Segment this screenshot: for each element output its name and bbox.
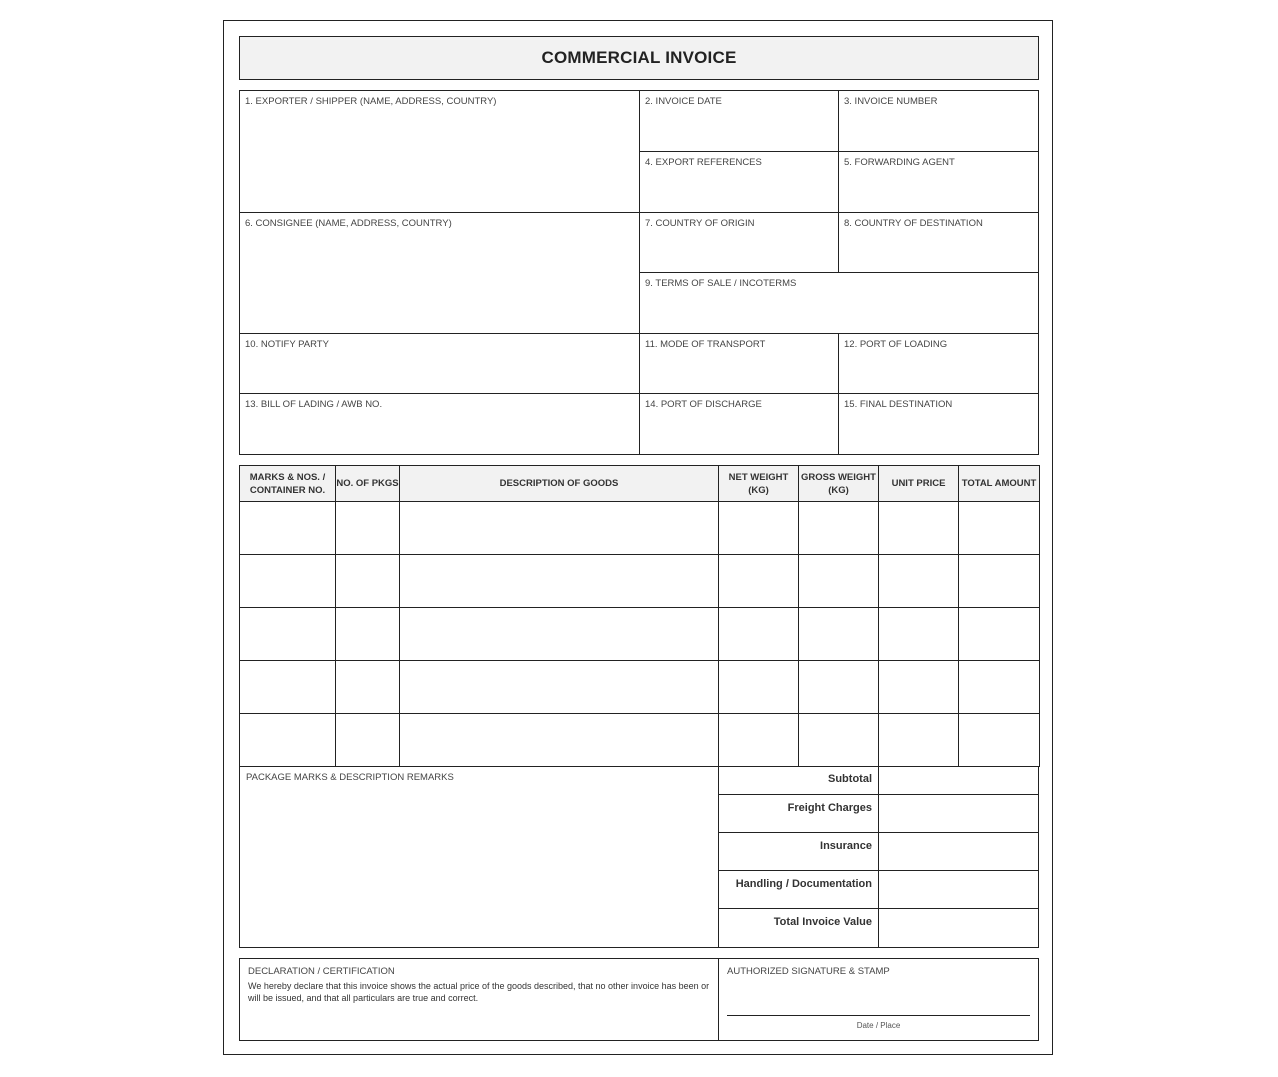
- total-value-label: Total Invoice Value: [719, 909, 879, 947]
- table-row: [240, 502, 1040, 555]
- total-value-row: [719, 909, 1039, 947]
- table-cell[interactable]: [400, 714, 719, 767]
- port-of-discharge-field[interactable]: [640, 394, 839, 454]
- table-cell[interactable]: [719, 608, 799, 661]
- exporter-label: 1. EXPORTER / SHIPPER (NAME, ADDRESS, COUNTRY): [245, 96, 497, 107]
- table-cell[interactable]: [799, 714, 879, 767]
- freight-row: [719, 795, 1039, 833]
- table-cell[interactable]: [336, 555, 400, 608]
- table-cell[interactable]: [879, 555, 959, 608]
- table-cell[interactable]: [879, 502, 959, 555]
- mode-of-transport-field[interactable]: [640, 334, 839, 394]
- country-of-origin-field[interactable]: [640, 213, 839, 273]
- table-cell[interactable]: [719, 555, 799, 608]
- table-cell[interactable]: [879, 661, 959, 714]
- col-header-total-amount: TOTAL AMOUNT: [959, 466, 1040, 502]
- col-header-gross-weight: GROSS WEIGHT (KG): [799, 466, 879, 502]
- terms-of-sale-label: 9. TERMS OF SALE / INCOTERMS: [645, 278, 797, 289]
- notify-party-label: 10. NOTIFY PARTY: [245, 339, 329, 350]
- country-of-destination-label: 8. COUNTRY OF DESTINATION: [844, 218, 983, 229]
- export-references-label: 4. EXPORT REFERENCES: [645, 157, 762, 168]
- table-cell[interactable]: [879, 608, 959, 661]
- col-header-net-weight: NET WEIGHT (KG): [719, 466, 799, 502]
- remarks-label: PACKAGE MARKS & DESCRIPTION REMARKS: [246, 772, 454, 783]
- table-cell[interactable]: [959, 714, 1040, 767]
- invoice-date-field[interactable]: [640, 91, 839, 152]
- col-header-unit-price: UNIT PRICE: [879, 466, 959, 502]
- table-cell[interactable]: [336, 608, 400, 661]
- insurance-label: Insurance: [719, 833, 879, 870]
- table-cell[interactable]: [400, 608, 719, 661]
- table-cell[interactable]: [400, 502, 719, 555]
- table-cell[interactable]: [400, 555, 719, 608]
- table-row: [240, 555, 1040, 608]
- signature-line: [727, 1015, 1030, 1016]
- goods-table-header: [240, 466, 1040, 502]
- table-cell[interactable]: [336, 661, 400, 714]
- invoice-number-field[interactable]: [839, 91, 1038, 152]
- page-title: COMMERCIAL INVOICE: [239, 36, 1039, 80]
- table-row: [240, 608, 1040, 661]
- freight-label: Freight Charges: [719, 795, 879, 832]
- table-cell[interactable]: [719, 714, 799, 767]
- table-cell[interactable]: [959, 661, 1040, 714]
- table-cell[interactable]: [799, 661, 879, 714]
- table-cell[interactable]: [336, 714, 400, 767]
- col-header-description: DESCRIPTION OF GOODS: [400, 466, 719, 502]
- subtotal-value-field[interactable]: [879, 766, 1039, 794]
- table-cell[interactable]: [799, 502, 879, 555]
- freight-value-field[interactable]: [879, 795, 1039, 832]
- table-cell[interactable]: [336, 502, 400, 555]
- exporter-field[interactable]: [240, 91, 640, 213]
- remarks-totals-section: [239, 766, 1039, 948]
- bill-of-lading-field[interactable]: [240, 394, 640, 454]
- handling-value-field[interactable]: [879, 871, 1039, 908]
- remarks-field[interactable]: [240, 766, 719, 947]
- table-cell[interactable]: [799, 608, 879, 661]
- country-of-origin-label: 7. COUNTRY OF ORIGIN: [645, 218, 755, 229]
- terms-of-sale-field[interactable]: [640, 273, 1038, 334]
- col-header-marks: MARKS & NOS. / CONTAINER NO.: [240, 466, 336, 502]
- port-of-discharge-label: 14. PORT OF DISCHARGE: [645, 399, 762, 410]
- declaration-text: We hereby declare that this invoice shows the actual price of the goods described, that no other invoice has been or will be issued, and that all particulars are true and correct.: [248, 981, 710, 1003]
- port-of-loading-label: 12. PORT OF LOADING: [844, 339, 948, 350]
- header-fields-grid: [239, 90, 1039, 455]
- declaration-title: DECLARATION / CERTIFICATION: [248, 966, 395, 977]
- invoice-number-label: 3. INVOICE NUMBER: [844, 96, 938, 107]
- insurance-row: [719, 833, 1039, 871]
- declaration-section: [239, 958, 1039, 1041]
- total-value-field[interactable]: [879, 909, 1039, 947]
- goods-table: [239, 465, 1040, 767]
- table-cell[interactable]: [959, 555, 1040, 608]
- table-row: [240, 714, 1040, 767]
- table-cell[interactable]: [879, 714, 959, 767]
- table-cell[interactable]: [959, 608, 1040, 661]
- port-of-loading-field[interactable]: [839, 334, 1038, 394]
- table-cell[interactable]: [240, 714, 336, 767]
- insurance-value-field[interactable]: [879, 833, 1039, 870]
- date-place-label: Date / Place: [856, 1021, 901, 1030]
- subtotal-label: Subtotal: [719, 766, 879, 794]
- notify-party-field[interactable]: [240, 334, 640, 394]
- table-cell[interactable]: [719, 502, 799, 555]
- forwarding-agent-field[interactable]: [839, 152, 1038, 213]
- handling-row: [719, 871, 1039, 909]
- mode-of-transport-label: 11. MODE OF TRANSPORT: [645, 339, 766, 350]
- table-cell[interactable]: [240, 608, 336, 661]
- export-references-field[interactable]: [640, 152, 839, 213]
- forwarding-agent-label: 5. FORWARDING AGENT: [844, 157, 955, 168]
- final-destination-label: 15. FINAL DESTINATION: [844, 399, 953, 410]
- table-cell[interactable]: [240, 661, 336, 714]
- subtotal-row: [719, 766, 1039, 795]
- table-row: [240, 661, 1040, 714]
- invoice-date-label: 2. INVOICE DATE: [645, 96, 722, 107]
- table-cell[interactable]: [240, 555, 336, 608]
- table-cell[interactable]: [400, 661, 719, 714]
- bill-of-lading-label: 13. BILL OF LADING / AWB NO.: [245, 399, 383, 410]
- table-cell[interactable]: [719, 661, 799, 714]
- table-cell[interactable]: [959, 502, 1040, 555]
- consignee-field[interactable]: [240, 213, 640, 334]
- totals-block: [719, 766, 1039, 947]
- final-destination-field[interactable]: [839, 394, 1038, 454]
- signature-block[interactable]: [719, 959, 1038, 1040]
- col-header-pkgs: NO. OF PKGS: [336, 466, 400, 502]
- table-cell[interactable]: [240, 502, 336, 555]
- handling-label: Handling / Documentation: [719, 871, 879, 908]
- consignee-label: 6. CONSIGNEE (NAME, ADDRESS, COUNTRY): [245, 218, 452, 229]
- declaration-block: [240, 959, 719, 1040]
- country-of-destination-field[interactable]: [839, 213, 1038, 273]
- table-cell[interactable]: [799, 555, 879, 608]
- signature-title: AUTHORIZED SIGNATURE & STAMP: [727, 966, 890, 977]
